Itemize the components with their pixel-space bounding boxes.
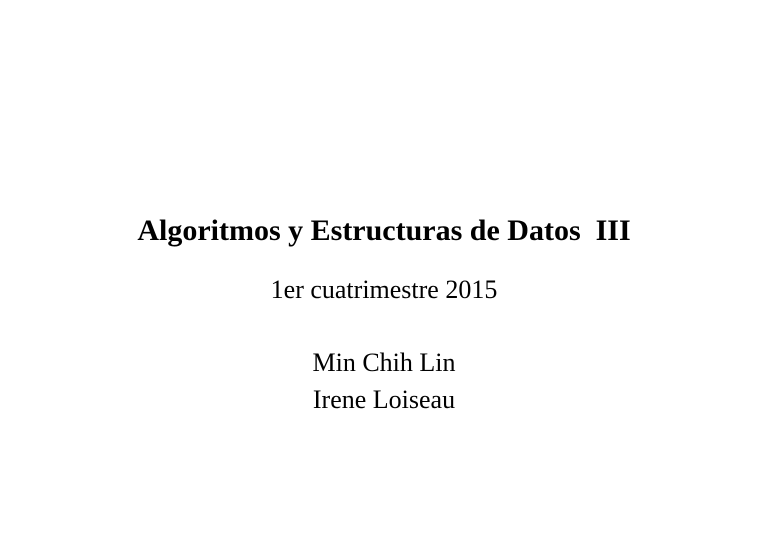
- author-name: Min Chih Lin: [312, 348, 456, 377]
- slide-title: Algoritmos y Estructuras de Datos III: [137, 214, 631, 247]
- authors-block: [0, 344, 768, 418]
- author-name: Irene Loiseau: [312, 385, 456, 414]
- slide-subtitle: 1er cuatrimestre 2015: [270, 275, 498, 304]
